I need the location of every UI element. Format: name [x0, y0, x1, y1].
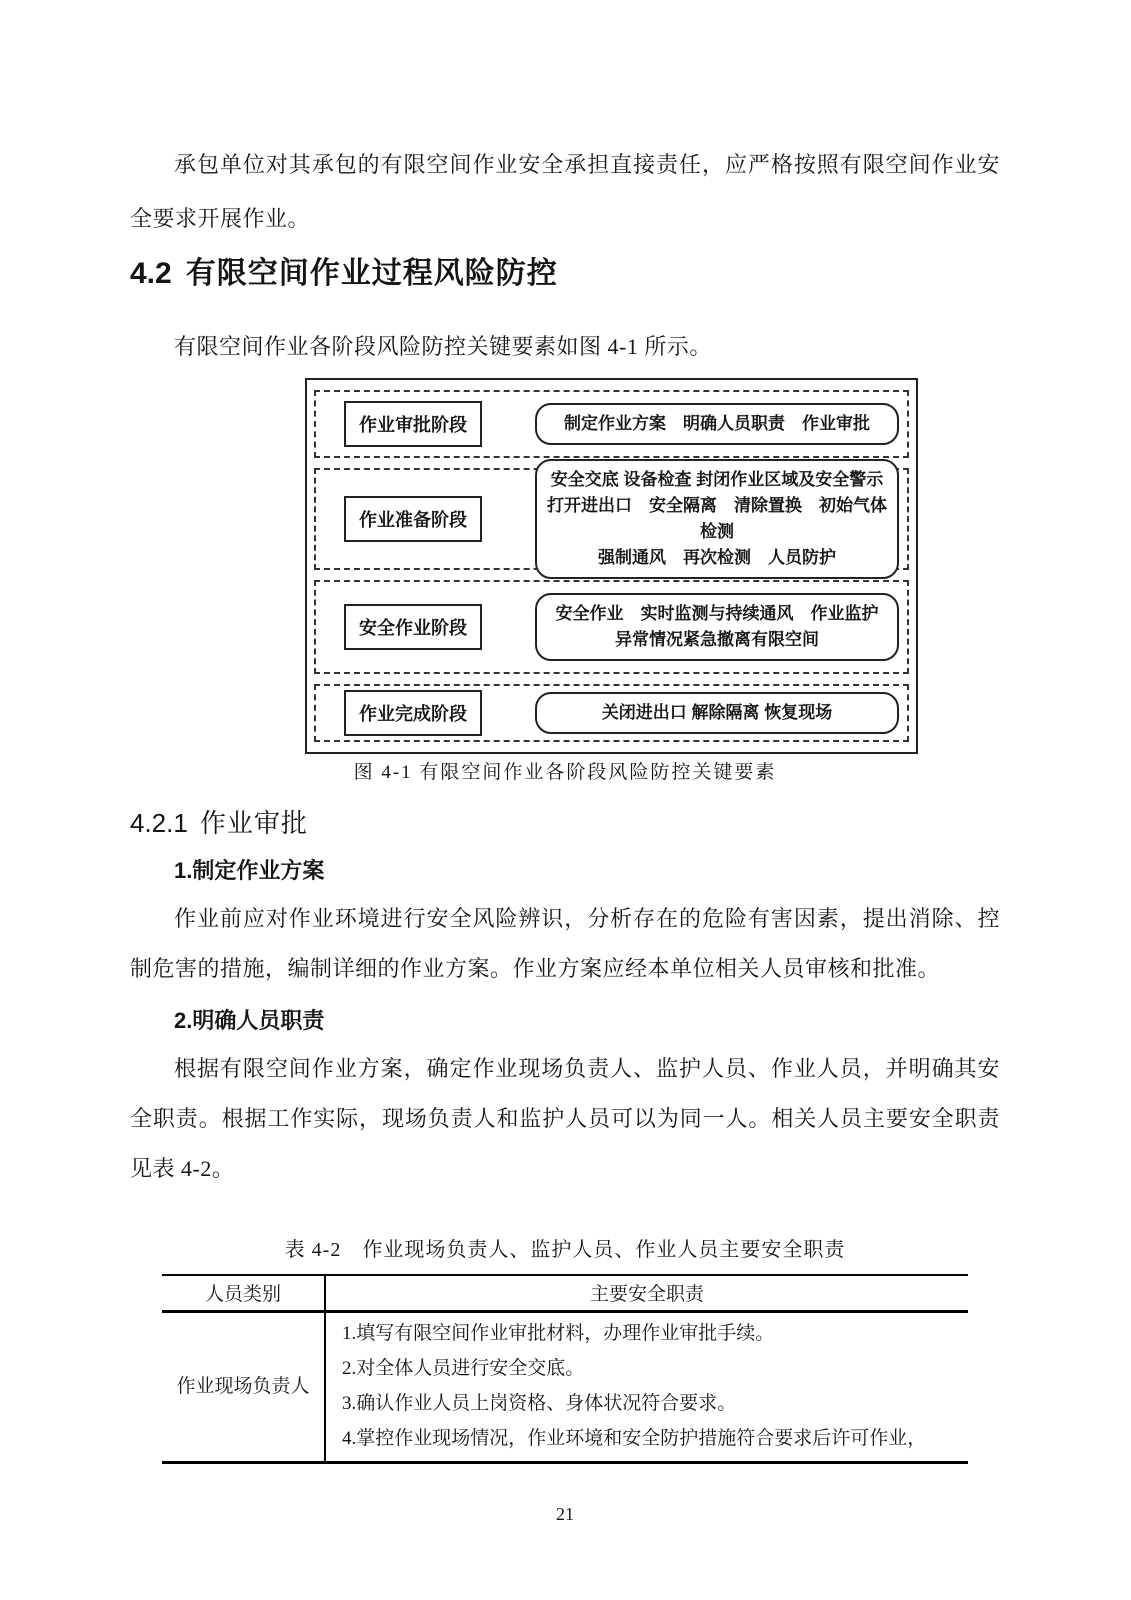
header-cell-duties: 主要安全职责 [325, 1275, 968, 1311]
stage-elements-box-approval [535, 403, 899, 445]
subsection-title: 作业审批 [199, 808, 308, 838]
stage-element-line: 安全作业 实时监测与持续通风 作业监护 [555, 604, 879, 623]
section-number: 4.2 [130, 257, 172, 290]
header-cell-category: 人员类别 [162, 1275, 325, 1311]
stage-element-line: 异常情况紧急撤离有限空间 [615, 630, 819, 649]
table-row [162, 1311, 968, 1462]
duty-table-header [162, 1275, 968, 1311]
duty-item: 3.确认作业人员上岗资格、身体状况符合要求。 [342, 1392, 737, 1414]
header-row [162, 1275, 968, 1311]
block-heading-work-plan: 1.制定作业方案 [174, 858, 325, 883]
block-heading-personnel-duties: 2.明确人员职责 [174, 1008, 325, 1033]
stage-row-completion [314, 684, 909, 742]
stage-row-safe-operation [314, 580, 909, 674]
stage-element-line: 打开进出口 安全隔离 清除置换 初始气体检测 [547, 496, 887, 541]
subsection-heading [130, 806, 1000, 840]
stage-elements-box-safe-operation [535, 593, 899, 661]
duty-table-body [162, 1311, 968, 1462]
stage-row-preparation [314, 468, 909, 570]
duty-table [162, 1274, 968, 1464]
stage-label-box-safe-operation: 安全作业阶段 [344, 604, 482, 650]
stage-element-line: 安全交底 设备检查 封闭作业区域及安全警示 [550, 470, 884, 489]
table-caption: 表 4-2 作业现场负责人、监护人员、作业人员主要安全职责 [284, 1239, 846, 1261]
figure-intro-paragraph: 有限空间作业各阶段风险防控关键要素如图 4-1 所示。 [174, 334, 712, 359]
section-heading [130, 256, 1000, 292]
figure-caption: 图 4-1 有限空间作业各阶段风险防控关键要素 [353, 762, 777, 783]
page-number: 21 [556, 1503, 574, 1524]
paragraph-work-plan: 作业前应对作业环境进行安全风险辨识，分析存在的危险有害因素，提出消除、控制危害的措施，编制详细的作业方案。作业方案应经本单位相关人员审核和批准。 [130, 906, 1000, 981]
section-title: 有限空间作业过程风险防控 [185, 257, 558, 290]
stage-element-line: 强制通风 再次检测 人员防护 [598, 548, 836, 567]
paragraph-contractor-responsibility: 承包单位对其承包的有限空间作业安全承担直接责任，应严格按照有限空间作业安全要求开展作业。 [130, 152, 1000, 231]
paragraph-personnel-duties: 根据有限空间作业方案，确定作业现场负责人、监护人员、作业人员，并明确其安全职责。根据工作实际，现场负责人和监护人员可以为同一人。相关人员主要安全职责见表 4-2。 [130, 1056, 1000, 1181]
stage-element-line: 关闭进出口 解除隔离 恢复现场 [601, 703, 833, 722]
duty-item: 4.掌控作业现场情况，作业环境和安全防护措施符合要求后许可作业， [342, 1427, 927, 1449]
duty-item: 2.对全体人员进行安全交底。 [342, 1357, 585, 1379]
cell-duties [325, 1311, 968, 1462]
subsection-number: 4.2.1 [130, 808, 188, 838]
stage-row-approval [314, 390, 909, 458]
stage-label-box-approval: 作业审批阶段 [344, 401, 482, 447]
stage-label-box-completion: 作业完成阶段 [344, 690, 482, 736]
cell-category: 作业现场负责人 [162, 1311, 325, 1462]
duty-item: 1.填写有限空间作业审批材料，办理作业审批手续。 [342, 1322, 775, 1344]
figure-4-1-diagram [305, 378, 918, 754]
stage-elements-box-completion [535, 692, 899, 734]
stage-elements-box-preparation [535, 459, 899, 579]
stage-label-box-preparation: 作业准备阶段 [344, 496, 482, 542]
stage-element-line: 制定作业方案 明确人员职责 作业审批 [564, 414, 870, 433]
